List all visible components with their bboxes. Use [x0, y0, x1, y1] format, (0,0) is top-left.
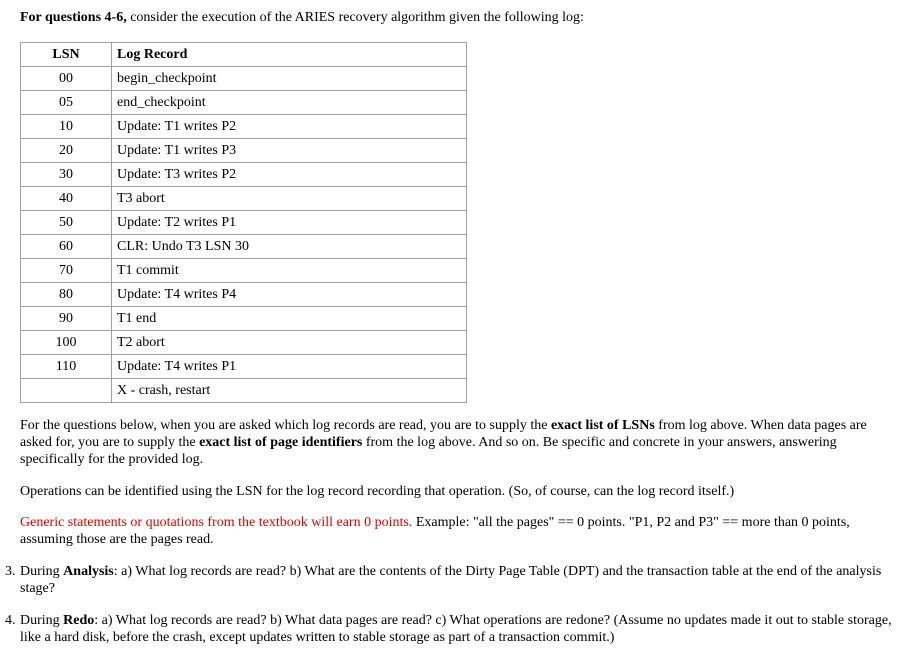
log-record-cell: Update: T1 writes P2 [112, 115, 467, 139]
table-row [21, 331, 467, 355]
intro-rest: consider the execution of the ARIES recovery algorithm given the following log: [126, 10, 584, 25]
log-record-cell: Update: T2 writes P1 [112, 211, 467, 235]
lsn-cell: 70 [21, 259, 112, 283]
table-row [21, 91, 467, 115]
question-list-3 [5, 563, 910, 597]
lsn-cell: 80 [21, 283, 112, 307]
log-table-header-row [21, 43, 467, 67]
emphasis-lsn-list: exact list of LSNs [550, 418, 655, 433]
table-row [21, 259, 467, 283]
emphasis-page-identifiers: exact list of page identifiers [199, 435, 363, 450]
lsn-cell: 40 [21, 187, 112, 211]
log-record-cell: T1 commit [112, 259, 467, 283]
intro-sentence [20, 9, 584, 27]
lsn-cell: 90 [21, 307, 112, 331]
lsn-cell: 100 [21, 331, 112, 355]
question-3 [5, 563, 910, 597]
instructions-text: from the log above. And so on. Be specific and concrete in your answers, answering specifically for the provided log. [20, 435, 837, 467]
log-record-cell: T2 abort [112, 331, 467, 355]
lsn-cell: 30 [21, 163, 112, 187]
question-number: 3. [5, 564, 16, 579]
table-row [21, 211, 467, 235]
question-phase: Analysis [63, 564, 114, 579]
log-record-cell: end_checkpoint [112, 91, 467, 115]
instructions-text: For the questions below, when you are asked which log records are read, you are to supply the [20, 418, 551, 433]
log-record-cell: CLR: Undo T3 LSN 30 [112, 235, 467, 259]
instructions-paragraph-2: Operations can be identified using the LSN for the log record recording that operation. (So, of course, can the log record itself.) [20, 484, 735, 499]
instructions-text: from log above. When data pages are asked for, you are to supply the [20, 418, 867, 450]
log-record-cell: T1 end [112, 307, 467, 331]
log-record-cell: Update: T4 writes P4 [112, 283, 467, 307]
warning-text: Generic statements or quotations from the textbook will earn 0 points. [20, 515, 413, 530]
lsn-cell: 110 [21, 355, 112, 379]
question-text: During [20, 613, 64, 628]
lsn-cell: 50 [21, 211, 112, 235]
instructions-text: Example: "all the pages" == 0 points. "P1, P2 and P3" == more than 0 points, assuming those are the pages read. [20, 515, 850, 547]
table-row [21, 235, 467, 259]
log-record-cell: T3 abort [112, 187, 467, 211]
lsn-cell: 60 [21, 235, 112, 259]
question-4 [5, 612, 910, 646]
table-row [21, 163, 467, 187]
lsn-cell: 00 [21, 67, 112, 91]
log-record-cell: Update: T1 writes P3 [112, 139, 467, 163]
instructions-paragraph-1 [20, 417, 898, 468]
log-table [20, 42, 467, 403]
table-row [21, 139, 467, 163]
question-text: : a) What log records are read? b) What are the contents of the Dirty Page Table (DPT) and the transaction table at the end of the analysis stage? [20, 564, 882, 596]
table-row [21, 307, 467, 331]
question-phase: Redo [63, 613, 95, 628]
log-record-cell: Update: T3 writes P2 [112, 163, 467, 187]
header-lsn: LSN [21, 43, 112, 67]
log-record-cell: begin_checkpoint [112, 67, 467, 91]
table-row [21, 115, 467, 139]
lsn-cell [21, 379, 112, 403]
question-number: 4. [5, 613, 16, 628]
question-text: : a) What log records are read? b) What data pages are read? c) What operations are redone? (Assume no updates made it out to stable storage, like a hard disk, before the crash, except updates written to stable storage as part of a transaction commit.) [20, 613, 892, 645]
table-row [21, 355, 467, 379]
question-list-4 [5, 612, 910, 646]
lsn-cell: 20 [21, 139, 112, 163]
lsn-cell: 05 [21, 91, 112, 115]
table-row [21, 67, 467, 91]
table-row [21, 187, 467, 211]
table-row [21, 379, 467, 403]
lsn-cell: 10 [21, 115, 112, 139]
header-log-record: Log Record [112, 43, 467, 67]
table-row [21, 283, 467, 307]
intro-bold: For questions 4-6, [20, 10, 127, 25]
log-record-cell: X - crash, restart [112, 379, 467, 403]
question-text: During [20, 564, 64, 579]
log-record-cell: Update: T4 writes P1 [112, 355, 467, 379]
instructions-paragraph-3 [20, 514, 898, 548]
